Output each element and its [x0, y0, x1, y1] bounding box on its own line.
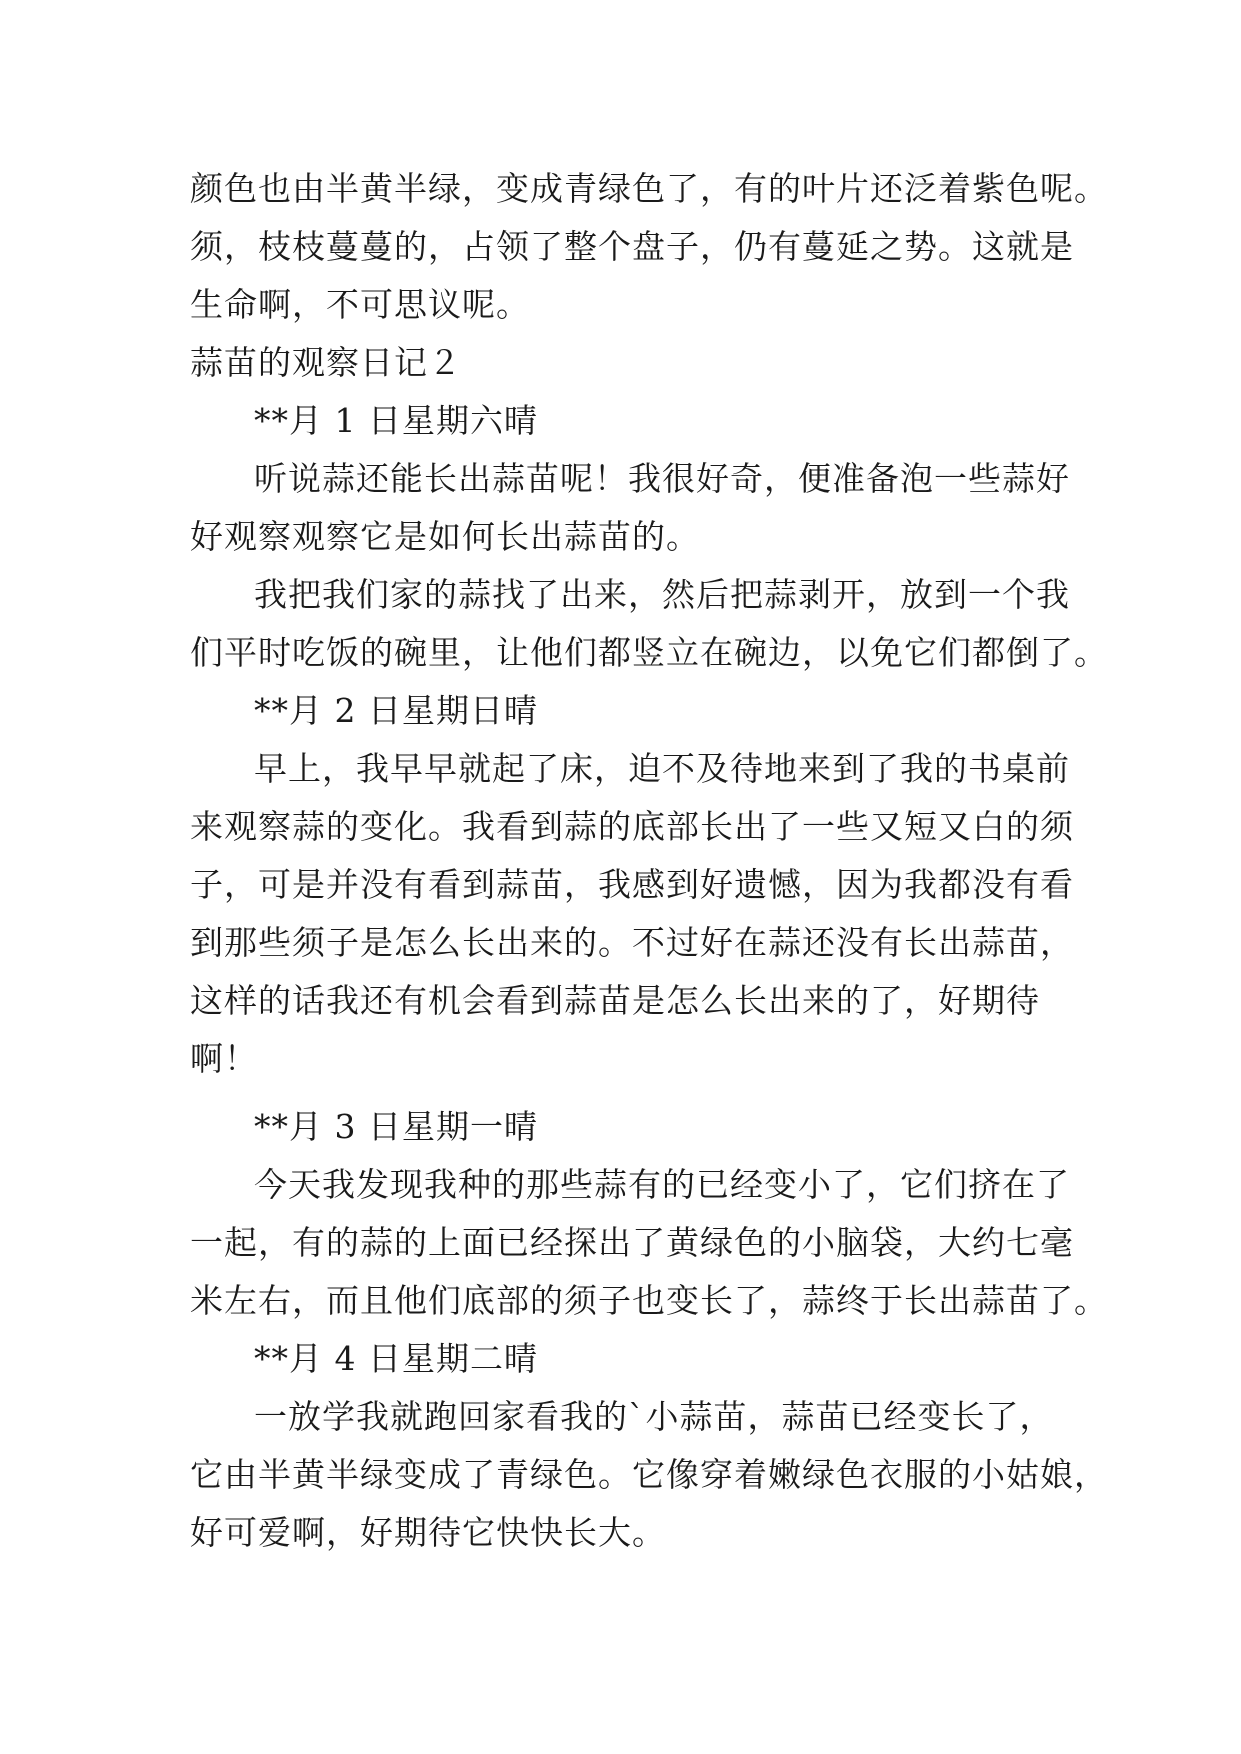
text-line: 米左右，而且他们底部的须子也变长了，蒜终于长出蒜苗了。 — [190, 1281, 1108, 1320]
text-line: 早上，我早早就起了床，迫不及待地来到了我的书桌前 — [254, 749, 1070, 788]
text-line: 这样的话我还有机会看到蒜苗是怎么长出来的了，好期待 — [190, 981, 1040, 1020]
text-line: 生命啊，不可思议呢。 — [190, 285, 530, 324]
text-line: 来观察蒜的变化。我看到蒜的底部长出了一些又短又白的须 — [190, 807, 1074, 846]
diary-date: **月 4 日星期二晴 — [254, 1339, 538, 1378]
text-line: 须，枝枝蔓蔓的，占领了整个盘子，仍有蔓延之势。这就是 — [190, 227, 1074, 266]
section-title: 蒜苗的观察日记２ — [190, 343, 462, 382]
text-line: 听说蒜还能长出蒜苗呢！我很好奇，便准备泡一些蒜好 — [254, 459, 1070, 498]
text-line: 一起，有的蒜的上面已经探出了黄绿色的小脑袋，大约七毫 — [190, 1223, 1074, 1262]
diary-text — [190, 160, 1108, 1562]
text-line: 今天我发现我种的那些蒜有的已经变小了，它们挤在了 — [254, 1165, 1070, 1204]
diary-date: **月 1 日星期六晴 — [254, 401, 538, 440]
text-line: 好可爱啊，好期待它快快长大。 — [190, 1513, 666, 1552]
text-line: 啊！ — [190, 1039, 258, 1078]
text-line: 子，可是并没有看到蒜苗，我感到好遗憾，因为我都没有看 — [190, 865, 1074, 904]
text-line: 们平时吃饭的碗里，让他们都竖立在碗边，以免它们都倒了。 — [190, 633, 1108, 672]
text-line: 它由半黄半绿变成了青绿色。它像穿着嫩绿色衣服的小姑娘， — [190, 1455, 1108, 1494]
diary-date: **月 2 日星期日晴 — [254, 691, 538, 730]
text-line: 我把我们家的蒜找了出来，然后把蒜剥开，放到一个我 — [254, 575, 1070, 614]
text-line: 颜色也由半黄半绿，变成青绿色了，有的叶片还泛着紫色呢。 — [190, 169, 1108, 208]
text-line: 好观察观察它是如何长出蒜苗的。 — [190, 517, 700, 556]
text-line: 到那些须子是怎么长出来的。不过好在蒜还没有长出蒜苗， — [190, 923, 1074, 962]
text-line: 一放学我就跑回家看我的`小蒜苗，蒜苗已经变长了， — [254, 1397, 1054, 1436]
diary-date: **月 3 日星期一晴 — [254, 1107, 538, 1146]
